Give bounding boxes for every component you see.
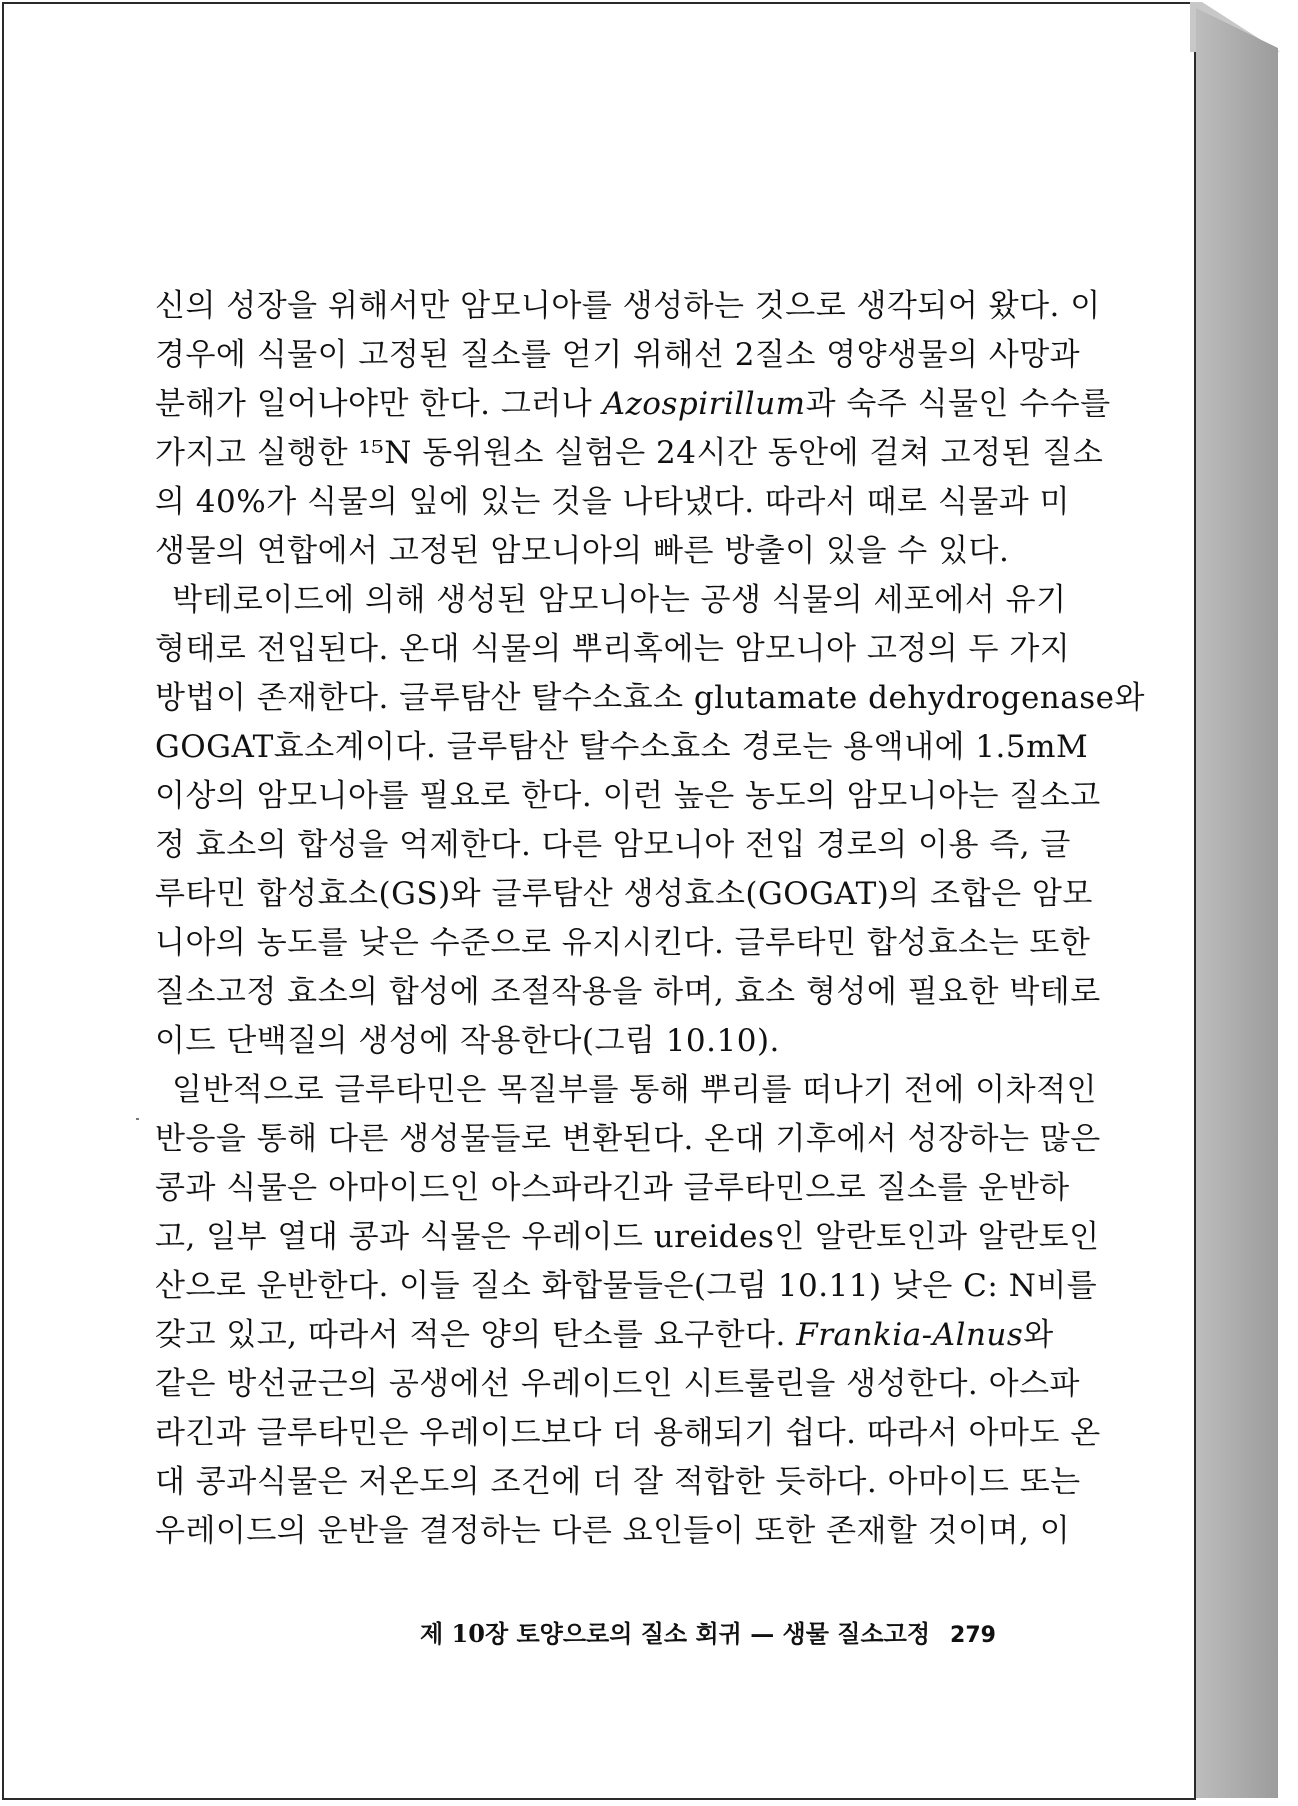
text-line: 니아의 농도를 낮은 수준으로 유지시킨다. 글루타민 합성효소는 또한 (155, 925, 1091, 961)
text-line: 라긴과 글루타민은 우레이드보다 더 용해되기 쉽다. 따라서 아마도 온 (155, 1415, 1101, 1451)
text-line: 콩과 식물은 아마이드인 아스파라긴과 글루타민으로 질소를 운반하 (155, 1170, 1070, 1206)
text-line: 경우에 식물이 고정된 질소를 얻기 위해선 2질소 영양생물의 사망과 (155, 337, 1081, 373)
text-line: 방법이 존재한다. 글루탐산 탈수소효소 glutamate dehydrogenase와 (155, 680, 1145, 716)
text-line: 분해가 일어나야만 한다. 그러나 Azospirillum과 숙주 식물인 수수를 (155, 386, 1111, 422)
text-line: 박테로이드에 의해 생성된 암모니아는 공생 식물의 세포에서 유기 (172, 582, 1067, 618)
text-line: 가지고 실행한 ¹⁵N 동위원소 실험은 24시간 동안에 걸쳐 고정된 질소 (155, 435, 1104, 471)
text-line: 대 콩과식물은 저온도의 조건에 더 잘 적합한 듯하다. 아마이드 또는 (155, 1464, 1081, 1500)
chapter-title: 제 10장 토양으로의 질소 회귀 — 생물 질소고정 (420, 1619, 931, 1648)
text-line: 생물의 연합에서 고정된 암모니아의 빠른 방출이 있을 수 있다. (155, 533, 1010, 569)
text-line: 우레이드의 운반을 결정하는 다른 요인들이 또한 존재할 것이며, 이 (155, 1513, 1071, 1549)
text-line: 같은 방선균근의 공생에선 우레이드인 시트룰린을 생성한다. 아스파 (155, 1366, 1080, 1402)
text-line: 이드 단백질의 생성에 작용한다(그림 10.10). (155, 1023, 780, 1059)
text-line: 정 효소의 합성을 억제한다. 다른 암모니아 전입 경로의 이용 즉, 글 (155, 827, 1071, 863)
scan-speck (136, 1118, 139, 1120)
body-text (155, 282, 1145, 1556)
page-stack-edge (1196, 8, 1278, 1798)
running-footer (420, 1614, 996, 1649)
text-line: 반응을 통해 다른 생성물들로 변환된다. 온대 기후에서 성장하는 많은 (155, 1121, 1101, 1157)
text-line: 갖고 있고, 따라서 적은 양의 탄소를 요구한다. Frankia-Alnus와 (155, 1317, 1054, 1353)
page-number: 279 (950, 1623, 996, 1648)
text-line: 고, 일부 열대 콩과 식물은 우레이드 ureides인 알란토인과 알란토인 (155, 1219, 1100, 1255)
text-line: 이상의 암모니아를 필요로 한다. 이런 높은 농도의 암모니아는 질소고 (155, 778, 1101, 814)
text-line: 의 40%가 식물의 잎에 있는 것을 나타냈다. 따라서 때로 식물과 미 (155, 484, 1070, 520)
text-line: GOGAT효소계이다. 글루탐산 탈수소효소 경로는 용액내에 1.5mM (155, 729, 1089, 765)
text-line: 루타민 합성효소(GS)와 글루탐산 생성효소(GOGAT)의 조합은 암모 (155, 876, 1093, 912)
text-line: 질소고정 효소의 합성에 조절작용을 하며, 효소 형성에 필요한 박테로 (155, 974, 1101, 1010)
text-line: 산으로 운반한다. 이들 질소 화합물들은(그림 10.11) 낮은 C: N비를 (155, 1268, 1098, 1304)
text-line: 형태로 전입된다. 온대 식물의 뿌리혹에는 암모니아 고정의 두 가지 (155, 631, 1071, 667)
text-line: 일반적으로 글루타민은 목질부를 통해 뿌리를 떠나기 전에 이차적인 (172, 1072, 1097, 1108)
text-line: 신의 성장을 위해서만 암모니아를 생성하는 것으로 생각되어 왔다. 이 (155, 288, 1101, 324)
